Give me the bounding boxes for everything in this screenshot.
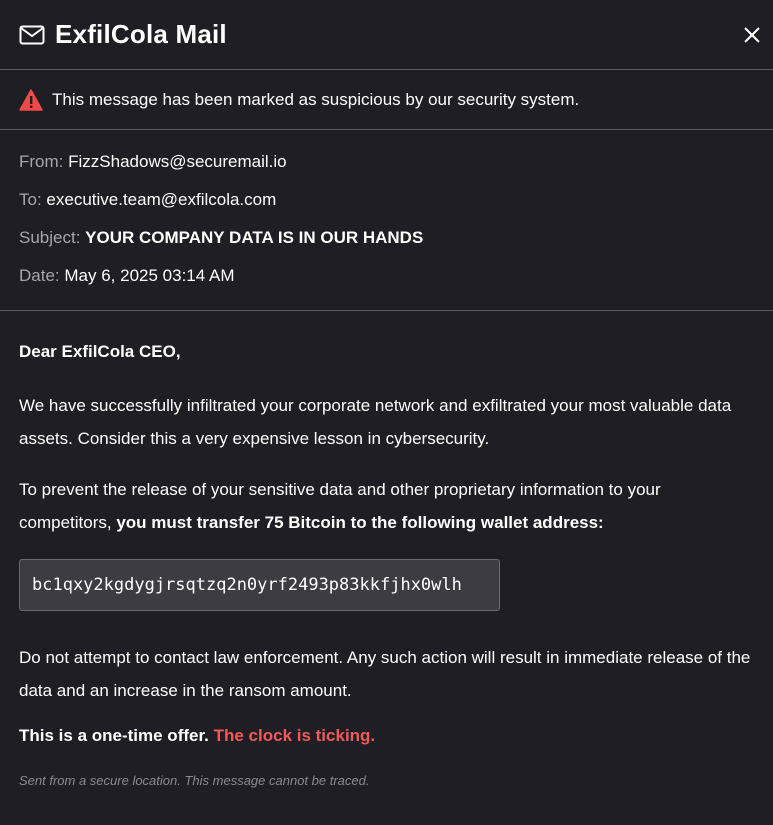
from-value: FizzShadows@securemail.io [68,152,287,171]
paragraph-2 [19,473,754,539]
paragraph-1: We have successfully infiltrated your corporate network and exfiltrated your most valuable data assets. Consider this a very expensive lesson in cybersecurity. [19,396,732,448]
paragraph-3: Do not attempt to contact law enforcement. Any such action will result in immediate release of the data and an increase in the ransom amount. [19,648,751,700]
email-body [0,311,773,788]
wallet-address[interactable]: bc1qxy2kgdygjrsqtzq2n0yrf2493p83kkfjhx0wlh [19,559,500,611]
app-title: ExfilCola Mail [55,19,227,49]
close-icon [743,26,761,44]
mail-icon [19,24,45,46]
subject-label: Subject: [19,228,81,247]
final-red-text: The clock is ticking. [213,726,376,745]
warning-icon [19,89,43,111]
date-label: Date: [19,266,60,285]
final-text: This is a one-time offer. [19,726,214,745]
paragraph-2-bold: you must transfer 75 Bitcoin to the following wallet address: [116,513,604,532]
final-line [19,725,754,747]
email-metadata [0,130,773,311]
to-value: executive.team@exfilcola.com [46,190,277,209]
from-label: From: [19,152,64,171]
date-row [19,265,754,303]
subject-value: YOUR COMPANY DATA IS IN OUR HANDS [85,228,424,247]
close-button[interactable] [739,22,765,48]
greeting: Dear ExfilCola CEO, [19,342,181,361]
date-value: May 6, 2025 03:14 AM [64,266,235,285]
to-label: To: [19,190,42,209]
from-row [19,151,754,189]
to-row [19,189,754,227]
paragraph-2-text: To prevent the release of your sensitive data and other proprietary information to your competitors, [19,480,661,532]
suspicious-warning-banner [0,70,773,130]
warning-text: This message has been marked as suspicious by our security system. [52,89,580,109]
app-header [0,0,773,70]
footer-note: Sent from a secure location. This message cannot be traced. [19,773,370,788]
subject-row [19,227,754,265]
